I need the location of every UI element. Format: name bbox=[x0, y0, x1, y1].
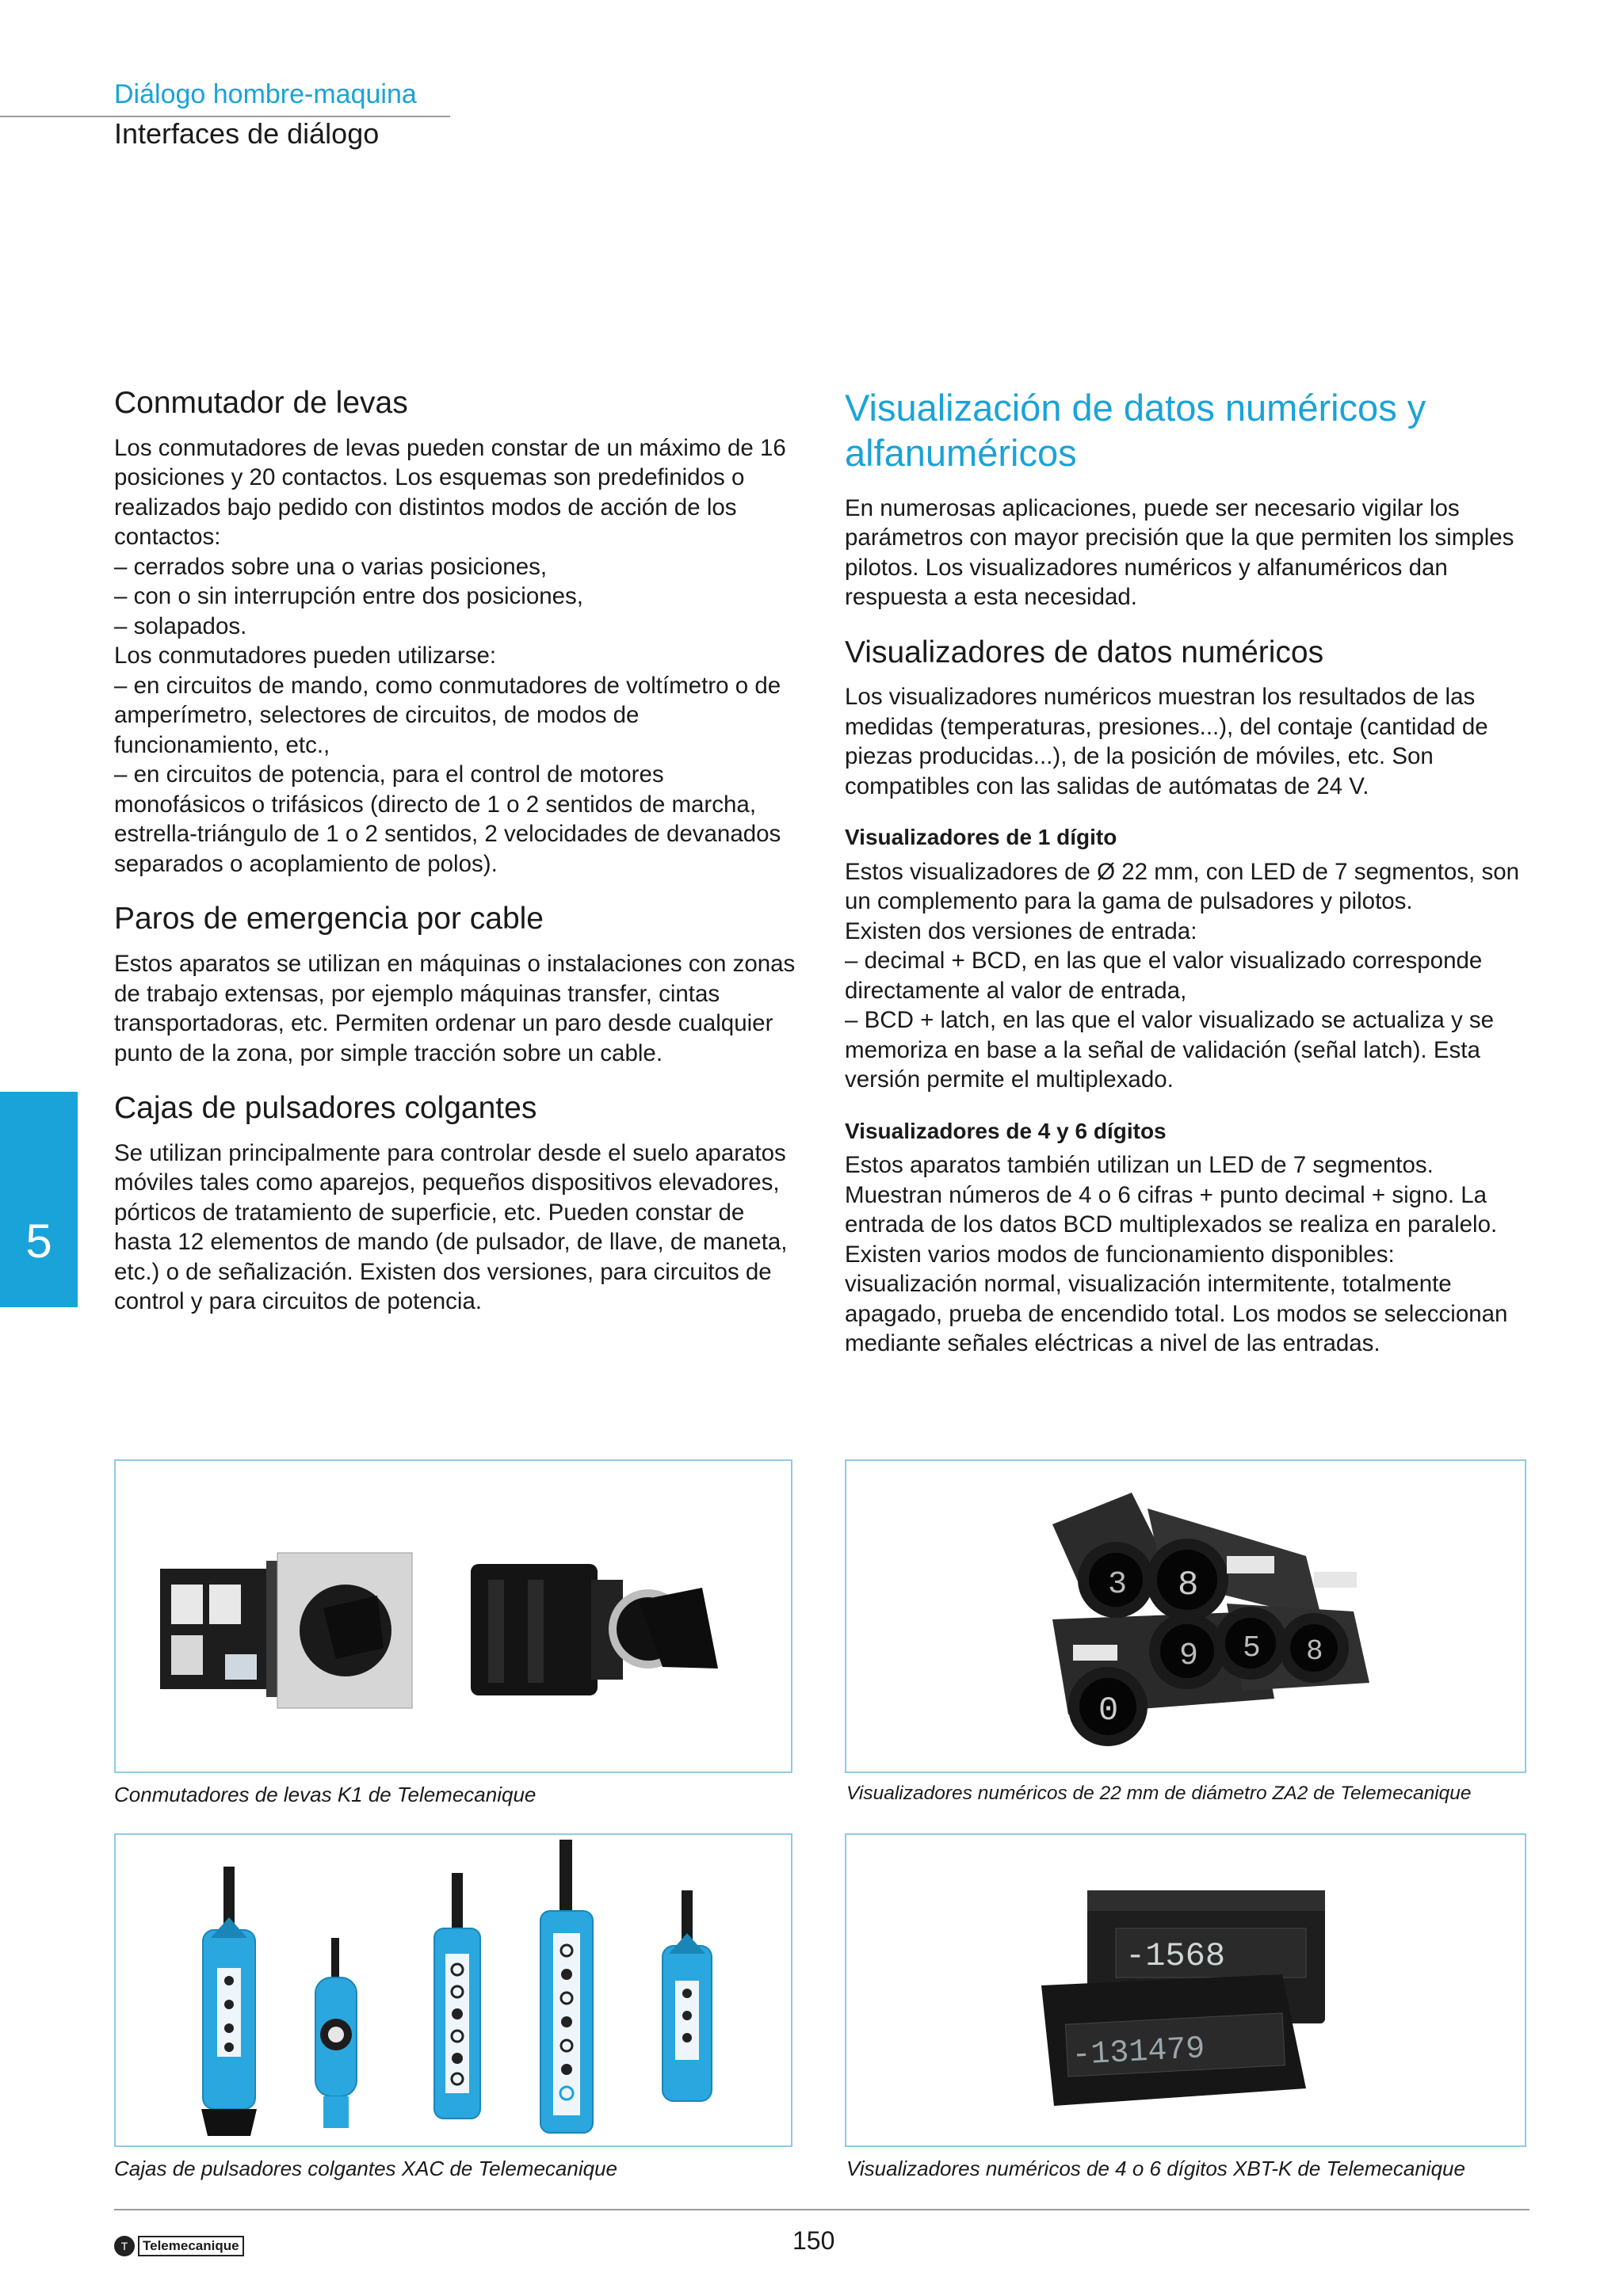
za2-display-illustration bbox=[846, 1461, 1525, 1772]
cam-switch-intro: Los conmutadores de levas pueden constar de un máximo de 16 posiciones y 20 contactos. Los esquemas son predefinidos o realizados bajo pedido con distintos modos de acción de los contactos: bbox=[114, 434, 786, 551]
cam-switch-photo bbox=[114, 1459, 792, 1773]
chapter-tab-number: 5 bbox=[25, 1215, 52, 1268]
za2-digit: 5 bbox=[1243, 1631, 1261, 1665]
multi-digit-modes: Existen varios modos de funcionamiento disponibles: visualización normal, visualización intermitente, totalmente apagado, prueba de encendido total. Los modos se seleccionan mediante señales eléctricas a nivel de las entradas. bbox=[845, 1241, 1508, 1357]
one-digit-list-item: – decimal + BCD, en las que el valor visualizado corresponde directamente al valor de entrada, bbox=[845, 948, 1483, 1004]
chapter-tab bbox=[0, 1092, 78, 1307]
za2-digit: 8 bbox=[1306, 1635, 1323, 1668]
multi-digit-desc: Estos aparatos también utilizan un LED de 7 segmentos. Muestran números de 4 o 6 cifras + punto decimal + signo. La entrada de los datos BCD multiplexados se realiza en paralelo. bbox=[845, 1152, 1498, 1238]
one-digit-versions: Existen dos versiones de entrada: bbox=[845, 917, 1197, 944]
multi-digit-heading: Visualizadores de 4 y 6 dígitos bbox=[845, 1118, 1167, 1143]
telemecanique-logo bbox=[114, 2234, 244, 2258]
xbtk-display-caption: Visualizadores numéricos de 4 o 6 dígitos XBT-K de Telemecanique bbox=[846, 2157, 1465, 2180]
xbtk-display-photo bbox=[845, 1833, 1526, 2147]
cam-switch-caption: Conmutadores de levas K1 de Telemecanique bbox=[114, 1783, 537, 1806]
one-digit-text bbox=[845, 857, 1526, 1095]
numeric-display-text: Los visualizadores numéricos muestran los resultados de las medidas (temperaturas, presiones...), del contaje (cantidad de piezas producidas...), de la posición de móviles, etc. Son compatibles con las salidas de autómatas de 24 V. bbox=[845, 684, 1488, 799]
emergency-stop-heading: Paros de emergencia por cable bbox=[114, 902, 544, 936]
display-intro-text: En numerosas aplicaciones, puede ser necesario vigilar los parámetros con mayor precisión que la que permiten los simples pilotos. Los visualizadores numéricos y alfanuméricos dan respuesta a esta necesidad. bbox=[845, 494, 1514, 611]
pendant-text: Se utilizan principalmente para controlar desde el suelo aparatos móviles tales como aparejos, pequeños dispositivos elevadores, pórticos de tratamiento de superficie, etc. Pueden constar de hasta 12 elementos de mando (de pulsador, de llave, de maneta, etc.) o de señalización. Existen dos versiones, para circuitos de control y para circuitos de potencia. bbox=[114, 1139, 788, 1315]
telemecanique-wordmark: Telemecanique bbox=[138, 2236, 244, 2256]
emergency-stop-text: Estos aparatos se utilizan en máquinas o instalaciones con zonas de trabajo extensas, por ejemplo máquinas transfer, cintas transportadoras, etc. Permiten ordenar un paro desde cualquier punto de la zona, por simple tracción sobre un cable. bbox=[114, 951, 796, 1066]
numeric-display-heading: Visualizadores de datos numéricos bbox=[845, 635, 1324, 669]
cam-switch-list-item: – en circuitos de potencia, para el control de motores monofásicos o trifásicos (directo de 1 o 2 sentidos de marcha, estrella-triángulo de 1 o 2 sentidos, 2 velocidades de devanados separados o acoplamiento de polos). bbox=[114, 761, 781, 877]
cam-switch-text bbox=[114, 433, 796, 879]
pendant-photo bbox=[114, 1833, 792, 2147]
za2-digit: 8 bbox=[1178, 1566, 1199, 1605]
pendant-heading: Cajas de pulsadores colgantes bbox=[114, 1091, 537, 1126]
cam-switch-heading: Conmutador de levas bbox=[114, 386, 408, 420]
section-subtitle: Interfaces de diálogo bbox=[114, 117, 380, 150]
za2-display-photo bbox=[845, 1459, 1526, 1773]
one-digit-heading: Visualizadores de 1 dígito bbox=[845, 825, 1117, 850]
display-main-heading: Visualización de datos numéricos y alfanuméricos bbox=[845, 387, 1426, 475]
pendant-illustration bbox=[116, 1835, 791, 2145]
right-column bbox=[845, 385, 1526, 1384]
cam-switch-list-item: – con o sin interrupción entre dos posiciones, bbox=[114, 583, 583, 610]
cam-switch-list-item: – cerrados sobre una o varias posiciones, bbox=[114, 553, 548, 580]
chapter-title: Diálogo hombre-maquina bbox=[114, 79, 417, 109]
xbtk-readout-top: -1568 bbox=[1125, 1937, 1226, 1975]
xbtk-display-illustration bbox=[846, 1835, 1525, 2145]
xbtk-readout-bottom: -131479 bbox=[1071, 2031, 1206, 2074]
telemecanique-mark-icon: T bbox=[114, 2236, 135, 2256]
cam-switch-illustration bbox=[116, 1461, 791, 1772]
footer-divider bbox=[114, 2209, 1529, 2210]
za2-digit: 0 bbox=[1098, 1691, 1119, 1730]
za2-display-caption: Visualizadores numéricos de 22 mm de diámetro ZA2 de Telemecanique bbox=[846, 1783, 1472, 1804]
za2-digit: 3 bbox=[1108, 1567, 1128, 1603]
cam-switch-usage: Los conmutadores pueden utilizarse: bbox=[114, 643, 497, 669]
za2-digit: 9 bbox=[1179, 1638, 1199, 1674]
one-digit-list-item: – BCD + latch, en las que el valor visualizado se actualiza y se memoriza en base a la señal de validación (señal latch). Esta versión permite el multiplexado. bbox=[845, 1007, 1495, 1093]
cam-switch-list-item: – en circuitos de mando, como conmutadores de voltímetro o de amperímetro, selectores de circuitos, de modos de funcionamiento, etc., bbox=[114, 672, 781, 758]
pendant-caption: Cajas de pulsadores colgantes XAC de Telemecanique bbox=[114, 2157, 617, 2180]
one-digit-desc: Estos visualizadores de Ø 22 mm, con LED de 7 segmentos, son un complemento para la gama de pulsadores y pilotos. bbox=[845, 858, 1520, 915]
multi-digit-text bbox=[845, 1150, 1526, 1359]
left-column bbox=[114, 385, 796, 1342]
page-number: 150 bbox=[792, 2226, 835, 2255]
cam-switch-list-item: – solapados. bbox=[114, 612, 247, 639]
